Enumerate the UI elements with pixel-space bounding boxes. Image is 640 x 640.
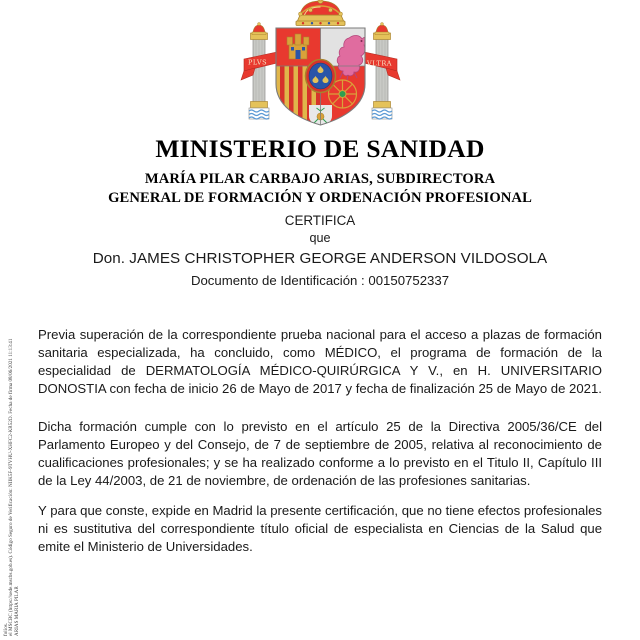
que-label: que: [309, 231, 331, 245]
identification-document-number: Documento de Identificación : 00150752337: [190, 273, 450, 288]
certifica-label: CERTIFICA: [284, 213, 356, 228]
body-paragraph-training: Previa superación de la correspondiente prueba nacional para el acceso a plazas de formación sanitaria especializada, ha concluido, como MÉDICO, el programa de formación de la especialidad de DERMATOLOGÍA MÉDICO-QUIRÚRGICA Y V., en H. UNIVERSITARIO DONOSTIA con fecha de inicio 26 de Mayo de 2017 y fecha de finalización 25 de Mayo de 2021.: [38, 327, 602, 397]
signer-heading: [0, 170, 640, 207]
emblem-container: [0, 0, 640, 128]
body-paragraph-legal-compliance: Dicha formación cumple con lo previsto en el artículo 25 de la Directiva 2005/36/CE del Parlamento Europeo y del Consejo, de 7 de septiembre de 2005, relativa al reconocimiento de cualificaciones profesionales; y se ha realizado conforme a lo previsto en el Titulo II, Capítulo III de la Ley 44/2003, de 21 de noviembre, de ordenación de las profesiones sanitarias.: [38, 419, 602, 489]
certifica-block: [0, 212, 640, 247]
svg-text:VLTRA: VLTRA: [366, 59, 392, 68]
certified-person-name: Don. JAMES CHRISTOPHER GEORGE ANDERSON VILDOSOLA: [92, 250, 548, 267]
verification-folios-text: folios.: [2, 622, 9, 636]
svg-text:PLVS: PLVS: [247, 58, 267, 67]
body-paragraph-closing: Y para que conste, expide en Madrid la presente certificación, que no tiene efectos profesionales ni es sustitutiva del correspondiente título oficial de especialista en Ciencias de la Salud que emite el Ministerio de Universidades.: [38, 503, 602, 555]
signer-name-line: MARÍA PILAR CARBAJO ARIAS, SUBDIRECTORA: [144, 171, 496, 187]
signer-role-line: GENERAL DE FORMACIÓN Y ORDENACIÓN PROFESIONAL: [108, 189, 532, 206]
verification-code-text: el MSCBC (https://sede.mscbs.gob.es). Código Seguro de Verificación: NIIK5F-9TVHU-XHFC2-KR52D. Fecha de firma 08/06/2021 11:13:41: [8, 338, 14, 636]
verification-signer-text: ARIAS MARIA PILAR: [13, 586, 20, 636]
page-title: MINISTERIO DE SANIDAD: [155, 134, 485, 163]
coat-of-arms-of-spain-icon: [238, 0, 403, 128]
